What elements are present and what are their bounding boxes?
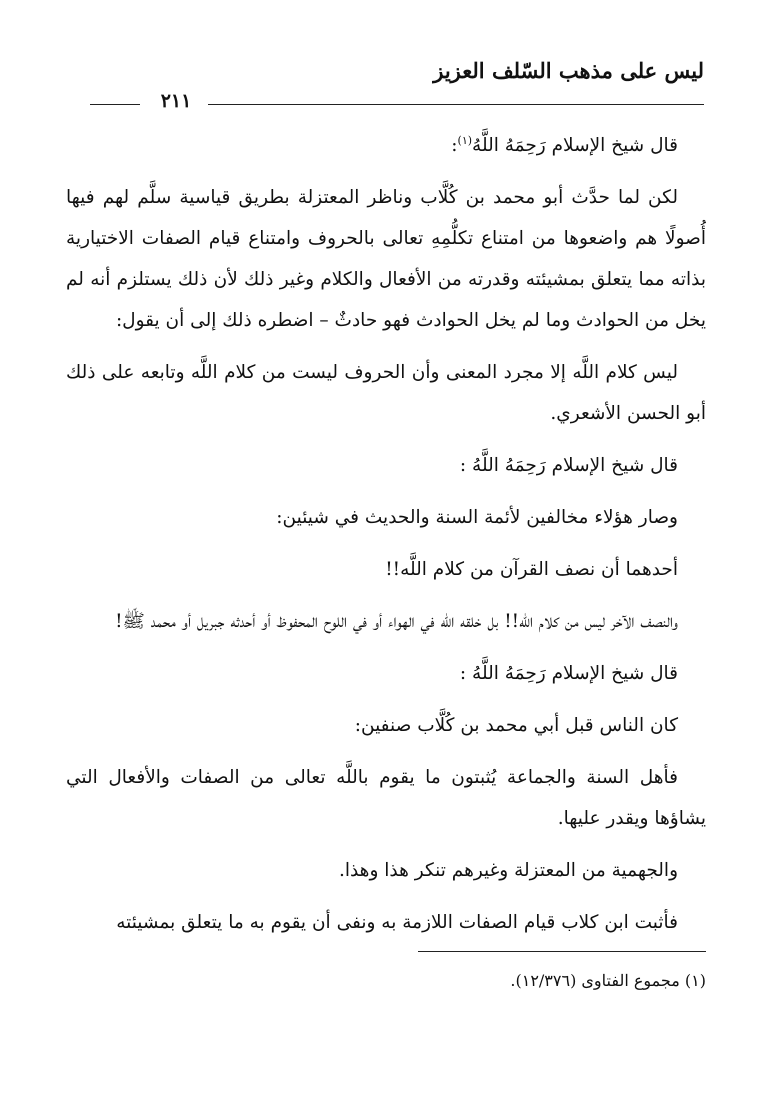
paragraph-4: قال شيخ الإسلام رَحِمَهُ اللَّهُ : — [459, 455, 678, 477]
paragraph-8: قال شيخ الإسلام رَحِمَهُ اللَّهُ : — [459, 663, 678, 685]
footnote-separator — [418, 951, 706, 952]
paragraph-1-colon: : — [451, 135, 458, 157]
paragraph-6: أحدهما أن نصف القرآن من كلام اللَّه!! — [385, 559, 678, 581]
paragraph-1-text: قال شيخ الإسلام رَحِمَهُ اللَّهُ — [472, 135, 678, 157]
paragraph-10: فأهل السنة والجماعة يُثبتون ما يقوم باللَّه تعالى من الصفات والأفعال التي يشاؤها ويقدر عليها. — [66, 767, 706, 830]
paragraph-2: لكن لما حدَّث أبو محمد بن كُلَّاب وناظر المعتزلة بطريق قياسية سلَّم لهم فيها أُصولًا هم واضعوها من امتناع تكلُّمِهِ تعالى بالحروف وامتناع قيام الصفات الاختيارية بذاته مما يتعلق بمشيئته وقدرته من الأفعال والكلام وغير ذلك لأن ذلك يستلزم أنه لم يخل من الحوادث وما لم يخل الحوادث فهو حادثٌ – اضطره ذلك إلى أن يقول: — [66, 187, 706, 332]
paragraph-1 — [66, 120, 706, 166]
header-rule-right — [208, 104, 704, 105]
running-title: ليس على مذهب السّلف العزيز — [433, 58, 704, 83]
paragraph-7: والنصف الآخر ليس من كلام الله!! بل خلقه الله في الهواء أو في اللوح المحفوظ أو أحدثه جبريل أو محمد ﷺ! — [115, 611, 678, 633]
page-number: ٢١١ — [160, 90, 192, 112]
paragraph-12: فأثبت ابن كلاب قيام الصفات اللازمة به ونفى أن يقوم به ما يتعلق بمشيئته — [116, 912, 678, 934]
paragraph-5: وصار هؤلاء مخالفين لأئمة السنة والحديث في شيئين: — [276, 507, 678, 529]
paragraph-9: كان الناس قبل أبي محمد بن كُلَّاب صنفين: — [354, 715, 678, 737]
paragraph-3: ليس كلام اللَّه إلا مجرد المعنى وأن الحروف ليست من كلام اللَّه وتابعه على ذلك أبو الحسن الأشعري. — [66, 362, 706, 425]
footnote: (١) مجموع الفتاوى (١٢/٣٧٦). — [510, 971, 706, 990]
header-rule-left — [90, 104, 140, 105]
paragraph-11: والجهمية من المعتزلة وغيرهم تنكر هذا وهذا. — [338, 860, 678, 882]
page-body — [66, 120, 706, 943]
footnote-reference: (١) — [457, 134, 473, 147]
